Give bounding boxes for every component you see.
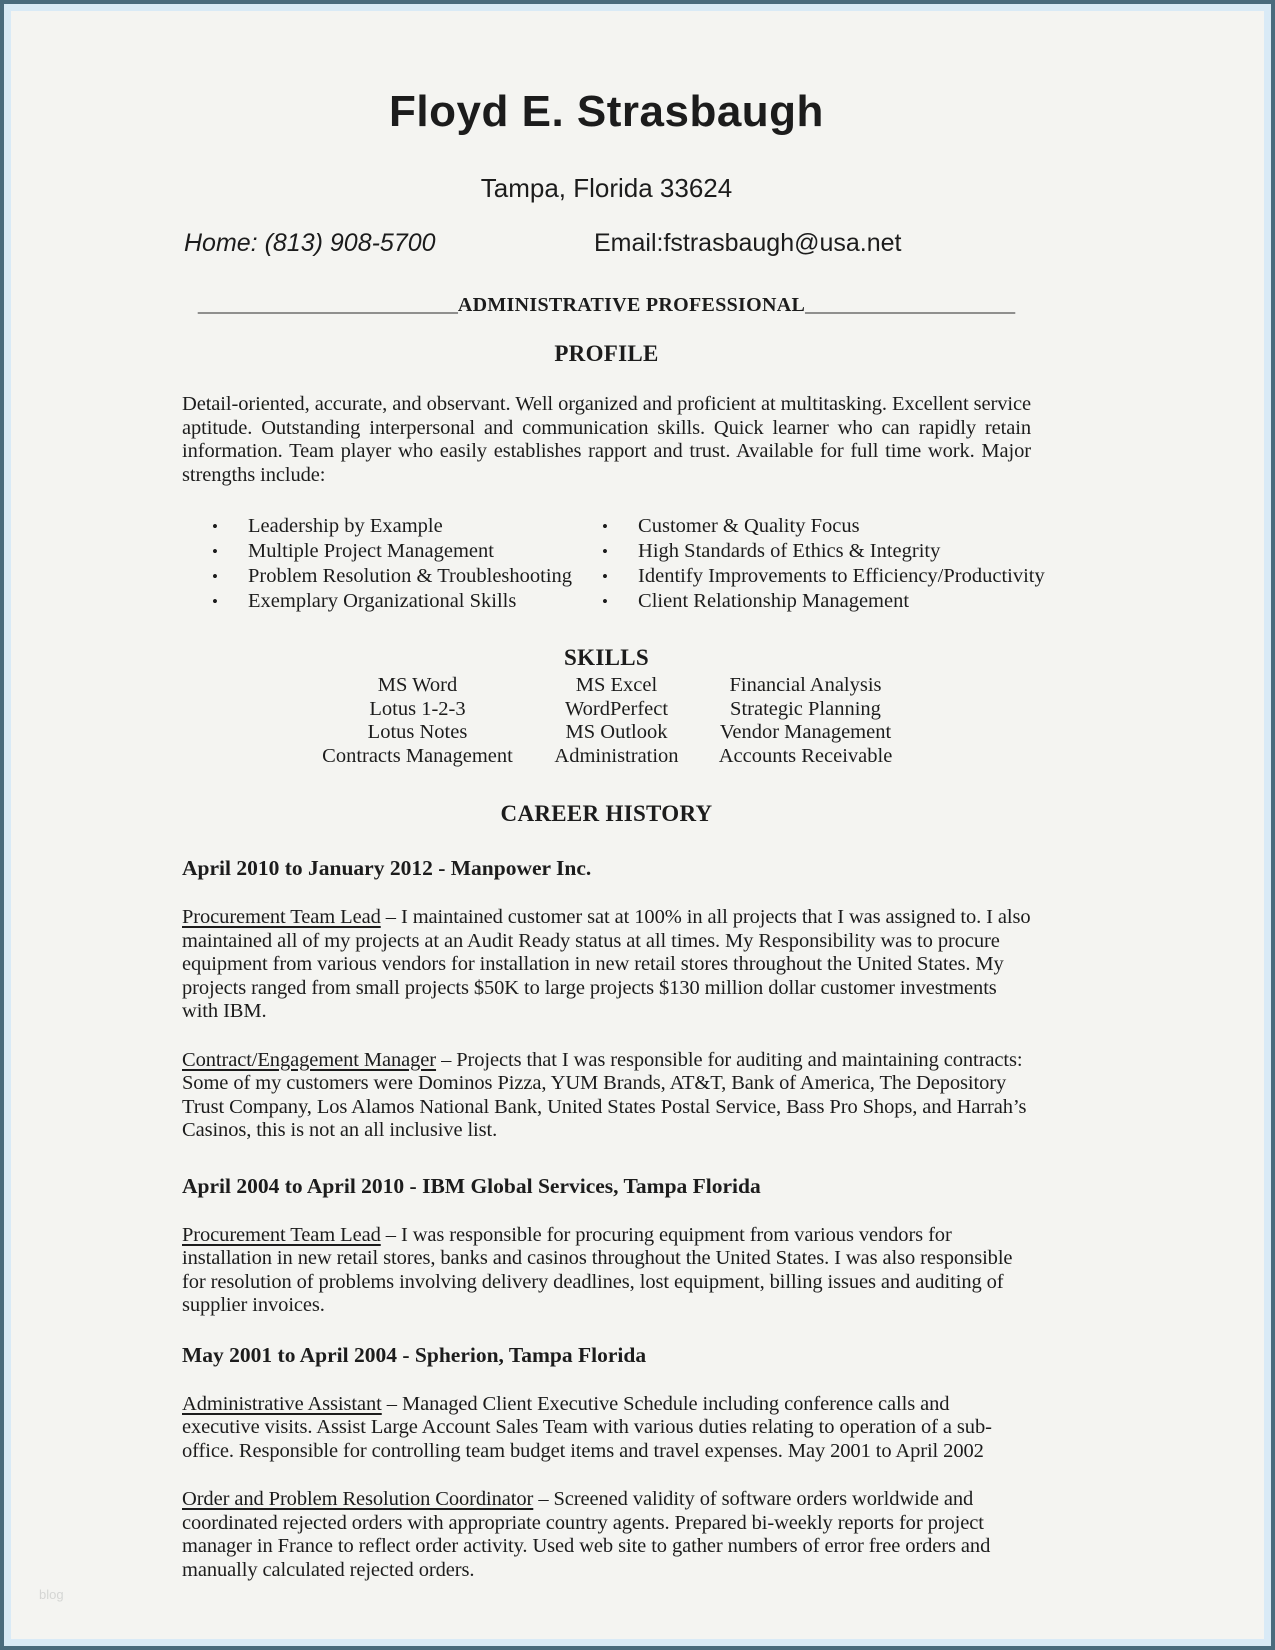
list-item (602, 589, 1045, 614)
skills-grid (315, 674, 898, 768)
email-address: Email:fstrasbaugh@usa.net (594, 229, 902, 258)
skill-cell: Lotus 1-2-3 (369, 697, 466, 720)
person-name: Floyd E. Strasbaugh (389, 87, 824, 136)
list-item (212, 514, 572, 539)
person-location: Tampa, Florida 33624 (480, 173, 733, 204)
strengths-bullets (182, 514, 1045, 614)
banner-left-rule: __________________________ (197, 294, 458, 317)
skill-cell: Strategic Planning (730, 697, 881, 720)
list-item-label: Multiple Project Management (248, 540, 494, 563)
skill-cell: Accounts Receivable (718, 744, 893, 767)
list-item-label: Exemplary Organizational Skills (248, 590, 517, 613)
strengths-column-left (182, 514, 572, 614)
title-banner (182, 293, 1031, 317)
profile-summary: Detail-oriented, accurate, and observant. Well organized and proficient at multitasking. Excellent service aptitude. Outstanding interpersonal and communication skills. Quick learner who can rapidly retain information. Team player who easily establishes rapport and trust. Available for full time work. Major strengths include: (182, 393, 1031, 486)
role-description: – I was responsible for procuring equipment from various vendors for installation in new retail stores, banks and casinos throughout the United States. I was also responsible for resolution of problems involving delivery deadlines, lost equipment, billing issues and auditing of supplier invoices. (182, 1223, 1013, 1317)
role-paragraph (182, 906, 1031, 1024)
role-title: Administrative Assistant (182, 1392, 382, 1415)
resume-page (11, 11, 1264, 1639)
skill-cell: Administration (554, 744, 679, 767)
role-title: Procurement Team Lead (182, 1223, 381, 1246)
list-item-label: Customer & Quality Focus (638, 515, 860, 538)
bullet-icon: • (212, 517, 218, 537)
skill-cell: MS Word (377, 674, 458, 697)
watermark-text: blog (39, 1587, 64, 1602)
skill-cell: Financial Analysis (729, 674, 882, 697)
list-item-label: Identify Improvements to Efficiency/Productivity (638, 565, 1045, 588)
role-description: – Screened validity of software orders worldwide and coordinated rejected orders with appropriate country agents. Prepared bi-weekly reports for project manager in France to reflect order activity. Used web site to gather numbers of error free orders and manually calculated rejected orders. (182, 1488, 991, 1581)
skill-cell: Vendor Management (719, 721, 892, 744)
list-item (212, 589, 572, 614)
bullet-icon: • (602, 592, 608, 612)
job-period-spherion: May 2001 to April 2004 - Spherion, Tampa Florida (182, 1342, 647, 1367)
list-item (602, 539, 1045, 564)
bullet-icon: • (602, 567, 608, 587)
skills-heading: SKILLS (564, 645, 649, 671)
list-item-label: Leadership by Example (248, 515, 443, 538)
bullet-icon: • (602, 542, 608, 562)
list-item (602, 564, 1045, 589)
role-description: – I maintained customer sat at 100% in all projects that I was assigned to. I also maintained all of my projects at an Audit Ready status at all times. My Responsibility was to procure equipment from various vendors for installation in new retail stores throughout the United States. My projects ranged from small projects $50K to large projects $130 million dollar customer investments with IBM. (182, 906, 1031, 1023)
role-title: Order and Problem Resolution Coordinator (182, 1488, 534, 1511)
role-description: – Managed Client Executive Schedule including conference calls and executive visits. Assist Large Account Sales Team with various duties relating to operation of a sub-office. Responsible for controlling team budget items and travel expenses. May 2001 to April 2002 (182, 1392, 992, 1462)
role-description: – Projects that I was responsible for auditing and maintaining contracts: Some of my customers were Dominos Pizza, YUM Brands, AT&T, Bank of America, The Depository Trust Company, Los Alamos National Bank, United States Postal Service, Bass Pro Shops, and Harrah’s Casinos, this is not an all inclusive list. (182, 1048, 1027, 1142)
bullet-icon: • (212, 542, 218, 562)
list-item (212, 564, 572, 589)
strengths-column-right (572, 514, 1045, 614)
role-paragraph (182, 1049, 1031, 1143)
role-paragraph (182, 1393, 1031, 1464)
list-item-label: Problem Resolution & Troubleshooting (248, 565, 573, 588)
job-period-manpower: April 2010 to January 2012 - Manpower Inc. (182, 856, 592, 881)
page-content (11, 11, 1264, 1582)
role-paragraph (182, 1488, 1031, 1582)
profile-heading: PROFILE (554, 341, 659, 367)
role-paragraph (182, 1224, 1031, 1318)
skill-cell: MS Outlook (565, 721, 668, 744)
list-item-label: High Standards of Ethics & Integrity (638, 540, 941, 563)
skill-cell: MS Excel (575, 674, 658, 697)
bullet-icon: • (212, 567, 218, 587)
skill-cell: Lotus Notes (367, 721, 468, 744)
skill-cell: WordPerfect (564, 697, 669, 720)
career-history-heading: CAREER HISTORY (500, 801, 713, 827)
role-title: Contract/Engagement Manager (182, 1048, 437, 1071)
home-phone: Home: (813) 908-5700 (184, 229, 436, 258)
skill-cell: Contracts Management (322, 744, 513, 767)
job-period-ibm: April 2004 to April 2010 - IBM Global Services, Tampa Florida (182, 1173, 761, 1198)
banner-title: ADMINISTRATIVE PROFESSIONAL (457, 294, 806, 317)
document-frame-inner (4, 4, 1271, 1646)
banner-right-rule: _____________________ (805, 294, 1016, 317)
bullet-icon: • (602, 517, 608, 537)
role-title: Procurement Team Lead (182, 906, 381, 929)
bullet-icon: • (212, 592, 218, 612)
list-item (602, 514, 1045, 539)
contact-row (182, 229, 1031, 257)
list-item (212, 539, 572, 564)
list-item-label: Client Relationship Management (638, 590, 910, 613)
